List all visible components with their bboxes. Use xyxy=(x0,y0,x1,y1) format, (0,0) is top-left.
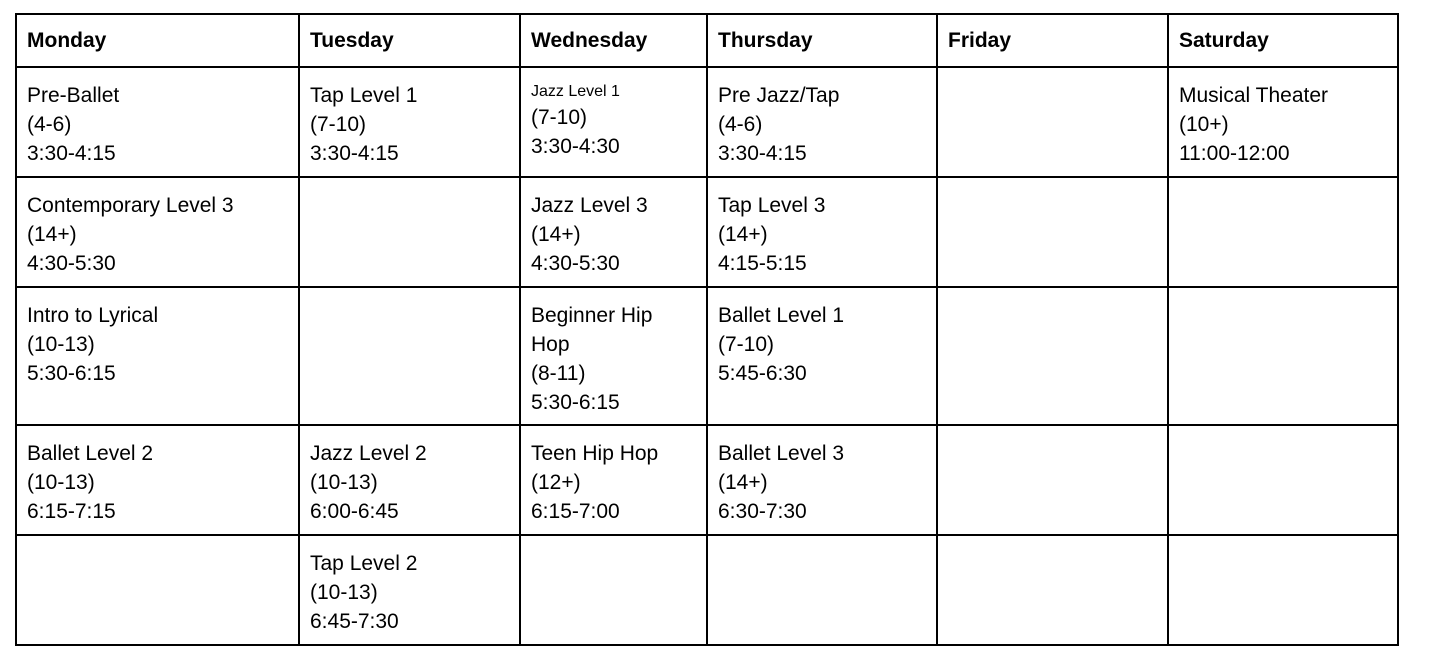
class-ages: (10-13) xyxy=(27,471,95,494)
class-cell xyxy=(299,425,520,535)
class-cell xyxy=(707,287,937,425)
class-ages: (7-10) xyxy=(310,113,367,136)
class-name: Tap Level 3 xyxy=(718,194,826,217)
empty-cell xyxy=(299,287,520,425)
class-time: 4:15-5:15 xyxy=(718,252,807,275)
class-time: 4:30-5:30 xyxy=(27,252,116,275)
class-name: Ballet Level 1 xyxy=(718,304,845,327)
class-cell xyxy=(520,287,707,425)
empty-cell xyxy=(520,535,707,645)
day-header-saturday: Saturday xyxy=(1168,14,1398,67)
header-row xyxy=(16,14,1398,67)
class-time: 5:45-6:30 xyxy=(718,362,807,385)
class-time: 11:00-12:00 xyxy=(1179,142,1290,165)
class-time: 3:30-4:30 xyxy=(531,135,620,158)
class-ages: (10-13) xyxy=(310,471,378,494)
class-time: 6:30-7:30 xyxy=(718,500,807,523)
schedule-row xyxy=(16,425,1398,535)
schedule-row xyxy=(16,177,1398,287)
empty-cell xyxy=(937,425,1168,535)
class-name: Teen Hip Hop xyxy=(531,442,659,465)
day-header-tuesday: Tuesday xyxy=(299,14,520,67)
class-schedule-table xyxy=(15,13,1399,646)
class-cell xyxy=(1168,67,1398,177)
class-time: 3:30-4:15 xyxy=(718,142,807,165)
class-name: Musical Theater xyxy=(1179,84,1329,107)
empty-cell xyxy=(937,67,1168,177)
schedule-row xyxy=(16,535,1398,645)
class-time: 5:30-6:15 xyxy=(531,391,620,414)
class-time: 5:30-6:15 xyxy=(27,362,116,385)
day-header-thursday: Thursday xyxy=(707,14,937,67)
class-ages: (4-6) xyxy=(27,113,72,136)
class-ages: (14+) xyxy=(27,223,77,246)
class-cell xyxy=(707,177,937,287)
empty-cell xyxy=(707,535,937,645)
class-ages: (14+) xyxy=(531,223,581,246)
class-cell xyxy=(16,425,299,535)
day-header-friday: Friday xyxy=(937,14,1168,67)
class-name: Jazz Level 3 xyxy=(531,194,648,217)
class-cell xyxy=(520,67,707,177)
day-header-wednesday: Wednesday xyxy=(520,14,707,67)
class-ages: (12+) xyxy=(531,471,581,494)
empty-cell xyxy=(16,535,299,645)
class-cell xyxy=(707,67,937,177)
class-name: Contemporary Level 3 xyxy=(27,194,234,217)
class-time: 4:30-5:30 xyxy=(531,252,620,275)
class-cell xyxy=(520,425,707,535)
class-ages: (14+) xyxy=(718,471,768,494)
schedule-row xyxy=(16,67,1398,177)
empty-cell xyxy=(1168,287,1398,425)
class-time: 6:15-7:15 xyxy=(27,500,116,523)
class-name: Tap Level 2 xyxy=(310,552,418,575)
class-cell xyxy=(16,177,299,287)
class-time: 3:30-4:15 xyxy=(27,142,116,165)
class-cell xyxy=(520,177,707,287)
class-ages: (7-10) xyxy=(531,106,588,129)
class-cell xyxy=(299,67,520,177)
class-ages: (14+) xyxy=(718,223,768,246)
day-header-monday: Monday xyxy=(16,14,299,67)
class-time: 6:00-6:45 xyxy=(310,500,399,523)
class-time: 3:30-4:15 xyxy=(310,142,399,165)
class-ages: (10-13) xyxy=(310,581,378,604)
class-name: Jazz Level 2 xyxy=(310,442,427,465)
empty-cell xyxy=(1168,177,1398,287)
class-ages: (8-11) xyxy=(531,362,586,385)
empty-cell xyxy=(299,177,520,287)
class-name: Intro to Lyrical xyxy=(27,304,159,327)
class-cell xyxy=(299,535,520,645)
empty-cell xyxy=(1168,535,1398,645)
class-cell xyxy=(16,67,299,177)
class-name: Beginner Hip Hop xyxy=(531,304,653,356)
class-name: Ballet Level 2 xyxy=(27,442,154,465)
empty-cell xyxy=(937,535,1168,645)
class-ages: (10-13) xyxy=(27,333,95,356)
class-ages: (10+) xyxy=(1179,113,1229,136)
class-name: Tap Level 1 xyxy=(310,84,418,107)
class-ages: (4-6) xyxy=(718,113,763,136)
class-name: Jazz Level 1 xyxy=(531,83,620,100)
empty-cell xyxy=(937,177,1168,287)
class-name: Pre-Ballet xyxy=(27,84,120,107)
empty-cell xyxy=(937,287,1168,425)
class-name: Pre Jazz/Tap xyxy=(718,84,840,107)
class-cell xyxy=(16,287,299,425)
schedule-row xyxy=(16,287,1398,425)
class-name: Ballet Level 3 xyxy=(718,442,845,465)
class-time: 6:45-7:30 xyxy=(310,610,399,633)
class-ages: (7-10) xyxy=(718,333,775,356)
empty-cell xyxy=(1168,425,1398,535)
class-cell xyxy=(707,425,937,535)
class-time: 6:15-7:00 xyxy=(531,500,620,523)
